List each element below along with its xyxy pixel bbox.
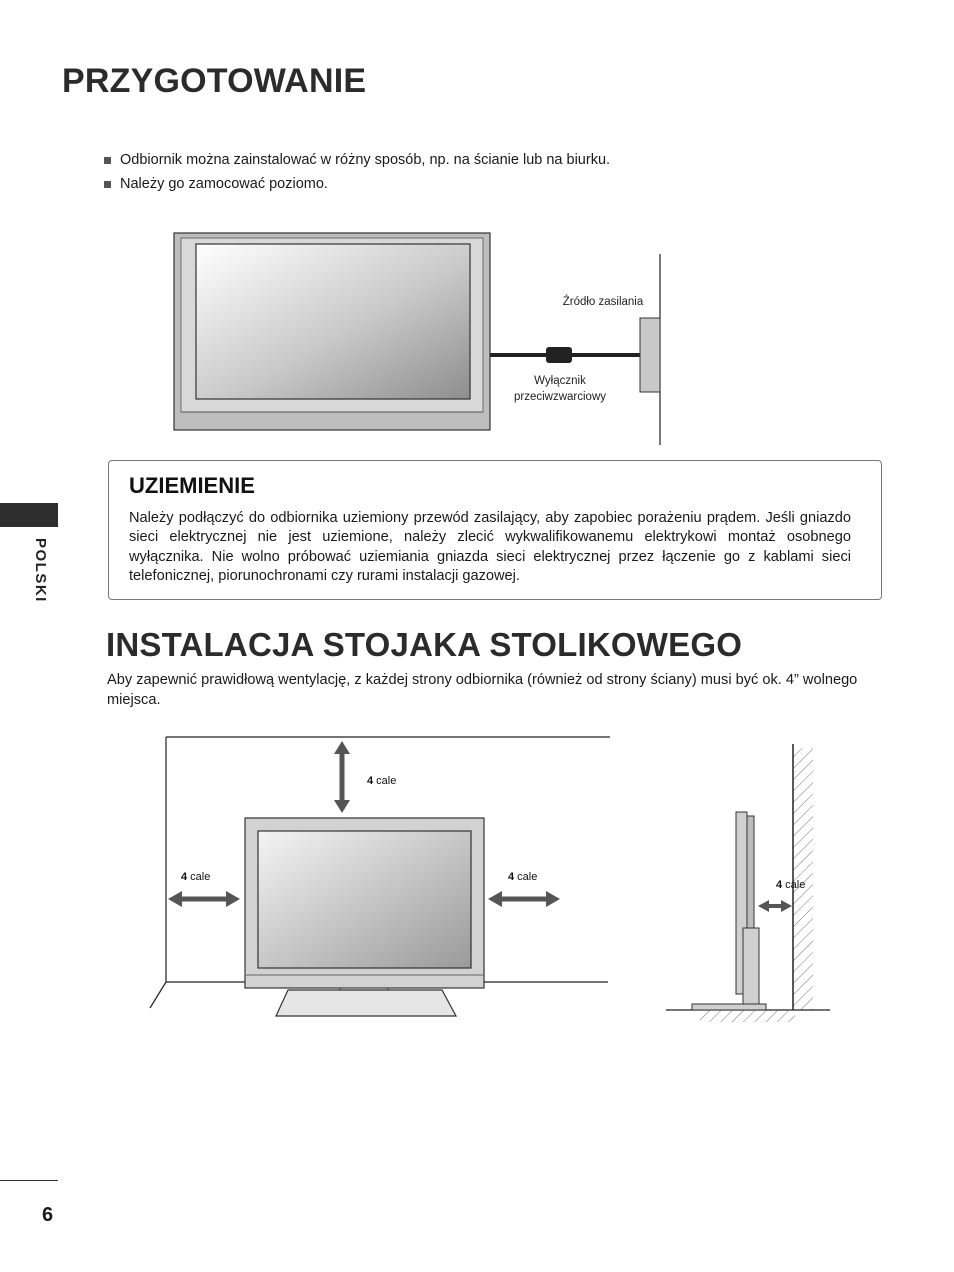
breaker-label-2: przeciwzwarciowy <box>513 391 607 403</box>
footer-rule <box>0 1180 58 1181</box>
bullet-text: Odbiornik można zainstalować w różny sposób, np. na ścianie lub na biurku. <box>120 152 611 168</box>
grounding-text: Należy podłączyć do odbiornika uziemiony przewód zasilający, aby zapobiec porażeniu prądem. Jeśli gniazdo sieci elektrycznej nie jest uziemione, należy zlecić wykwalifikowanemu elektrykowi montaż osobnego wyłącznika. Nie wolno próbować uziemiania gniazda sieci elektrycznej przez łączenie go z kablami sieci telefonicznej, piorunochronami czy rurami instalacji gazowej. <box>129 510 851 585</box>
page-number: 6 <box>42 1204 54 1226</box>
grounding-box <box>108 460 882 600</box>
wall-tv-drawing <box>174 233 490 430</box>
wall-outlet-drawing <box>640 254 660 445</box>
clearance-label-side: 4 cale <box>776 879 806 891</box>
page-title: PRZYGOTOWANIE <box>62 62 367 100</box>
power-cable-drawing <box>490 347 640 363</box>
clearance-label-right: 4 cale <box>508 871 538 883</box>
ventilation-text: Aby zapewnić prawidłową wentylację, z każdej strony odbiornika (również od strony ściany) musi być ok. 4” wolnego miejsca. <box>107 672 858 708</box>
stand-tv-drawing <box>245 818 484 1016</box>
language-tab <box>0 503 58 527</box>
grounding-title: UZIEMIENIE <box>129 473 255 498</box>
section-title: INSTALACJA STOJAKA STOLIKOWEGO <box>106 626 743 663</box>
arrow-left-right-icon <box>488 891 560 907</box>
arrow-up-down-icon <box>334 741 350 813</box>
arrow-left-right-icon <box>758 900 792 912</box>
power-source-label: Źródło zasilania <box>562 296 644 308</box>
bullet-text: Należy go zamocować poziomo. <box>120 176 328 192</box>
language-label: POLSKI <box>32 538 49 603</box>
clearance-label-left: 4 cale <box>181 871 211 883</box>
side-view-drawing <box>666 744 830 1022</box>
arrow-left-right-icon <box>168 891 240 907</box>
clearance-label-top: 4 cale <box>367 775 397 787</box>
breaker-label: Wyłącznik <box>534 375 586 387</box>
